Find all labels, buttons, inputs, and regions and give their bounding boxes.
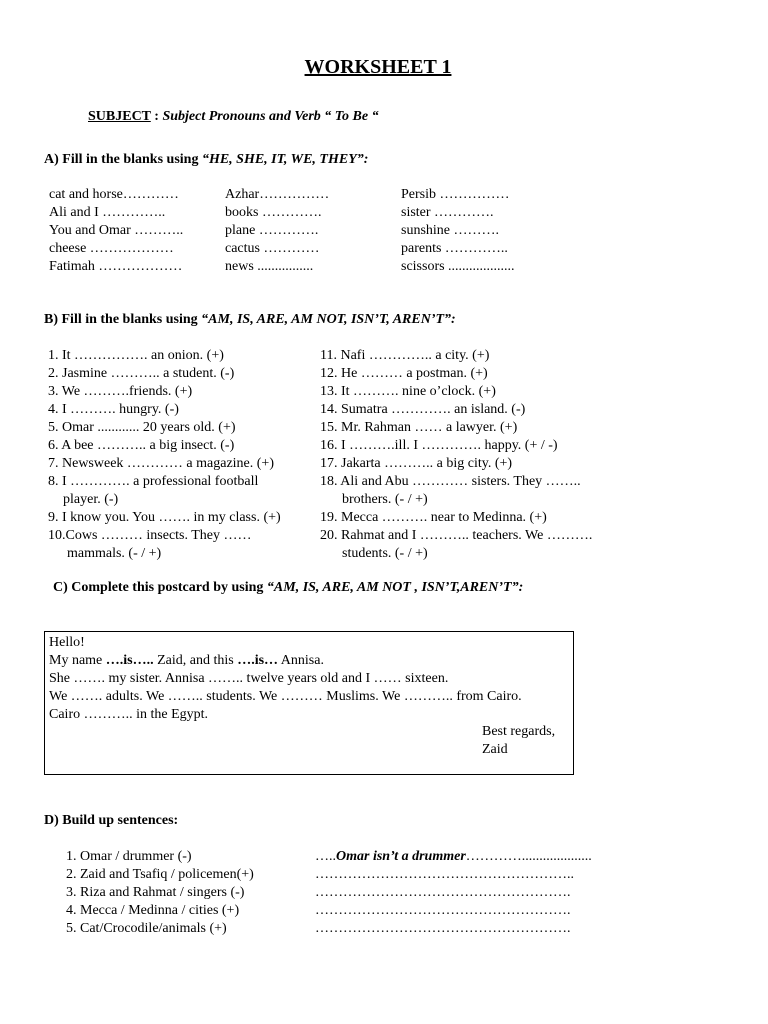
section-c-heading: C) Complete this postcard by using “AM, IS, ARE, AM NOT , ISN’T,AREN’T”: (53, 580, 524, 595)
postcard-line: She ……. my sister. Annisa …….. twelve years old and I …… sixteen. (49, 671, 449, 686)
exercise-item: 14. Sumatra …………. an island. (-) (320, 402, 526, 417)
exercise-item: 7. Newsweek ………… a magazine. (+) (48, 456, 274, 471)
sentence-prompt: 1. Omar / drummer (-) (66, 849, 192, 864)
section-a-item: Persib …………… (401, 187, 510, 202)
answer-blank: ………………………………………………. (315, 885, 571, 900)
subject-label: SUBJECT (88, 109, 151, 124)
postcard-filled-answer: ….is… (237, 653, 279, 668)
exercise-item: 17. Jakarta ……….. a big city. (+) (320, 456, 513, 471)
sentence-answer: …..Omar isn’t a drummer………….................... (315, 849, 592, 864)
exercise-item: 5. Omar ............ 20 years old. (+) (48, 420, 236, 435)
postcard-filled-answer: ….is….. (105, 653, 154, 668)
sentence-prompt: 3. Riza and Rahmat / singers (-) (66, 885, 245, 900)
section-b-heading: B) Fill in the blanks using “AM, IS, ARE, AM NOT, ISN’T, AREN’T”: (44, 312, 456, 327)
exercise-item: 9. I know you. You ……. in my class. (+) (48, 510, 281, 525)
exercise-item: 4. I ………. hungry. (-) (48, 402, 179, 417)
postcard-closing: Best regards, (482, 724, 556, 739)
section-a-item: Ali and I ………….. (49, 205, 166, 220)
section-a-item: cactus ………… (225, 241, 320, 256)
section-b-right-list (320, 347, 592, 563)
exercise-item: 13. It ………. nine o’clock. (+) (320, 384, 496, 399)
section-a-item: Fatimah ……………… (49, 259, 183, 274)
exercise-item: 10.Cows ……… insects. They …… (48, 528, 252, 543)
exercise-item: 11. Nafi ………….. a city. (+) (320, 348, 490, 363)
section-a-item: You and Omar ……….. (49, 223, 184, 238)
exercise-item-continuation: brothers. (- / +) (342, 492, 428, 507)
postcard-line: Cairo ……….. in the Egypt. (49, 707, 209, 722)
section-a-quote: “HE, SHE, IT, WE, THEY”: (201, 152, 369, 167)
section-a-item: news ................ (225, 259, 314, 274)
answer-blank: ………………………………………………. (315, 921, 571, 936)
exercise-item-continuation: mammals. (- / +) (67, 546, 162, 561)
exercise-item: 16. I ……….ill. I …………. happy. (+ / -) (320, 438, 558, 453)
section-a-item: plane …………. (225, 223, 319, 238)
exercise-item: 12. He ……… a postman. (+) (320, 366, 488, 381)
section-a-column-2 (225, 186, 329, 276)
exercise-item: 8. I …………. a professional football (48, 474, 259, 489)
section-b-quote: “AM, IS, ARE, AM NOT, ISN’T, AREN’T”: (201, 312, 456, 327)
example-answer: Omar isn’t a drummer (336, 849, 466, 864)
sentence-prompt: 5. Cat/Crocodile/animals (+) (66, 921, 227, 936)
exercise-item: 15. Mr. Rahman …… a lawyer. (+) (320, 420, 518, 435)
postcard-box (44, 631, 574, 775)
exercise-item: 19. Mecca ………. near to Medinna. (+) (320, 510, 547, 525)
postcard-greeting: Hello! (49, 635, 85, 650)
exercise-item: 1. It ……………. an onion. (+) (48, 348, 224, 363)
exercise-item: 18. Ali and Abu ………… sisters. They …….. (320, 474, 581, 489)
exercise-item: 2. Jasmine ……….. a student. (-) (48, 366, 235, 381)
subject-line (88, 109, 379, 125)
section-a-heading: A) Fill in the blanks using “HE, SHE, IT, WE, THEY”: (44, 152, 369, 167)
section-a-item: sister …………. (401, 205, 494, 220)
section-a-item: Azhar…………… (225, 187, 330, 202)
section-a-column-1 (49, 186, 183, 276)
exercise-item-continuation: player. (-) (63, 492, 119, 507)
section-a-column-3 (401, 186, 515, 276)
worksheet-title: WORKSHEET 1 (304, 56, 452, 78)
section-b-left-list (48, 347, 281, 563)
exercise-item: 6. A bee ……….. a big insect. (-) (48, 438, 235, 453)
section-a-item: parents ………….. (401, 241, 508, 256)
section-c-quote: “AM, IS, ARE, AM NOT , ISN’T,AREN’T”: (266, 580, 524, 595)
exercise-item: 20. Rahmat and I ……….. teachers. We ………. (320, 528, 593, 543)
postcard-signature: Zaid (482, 742, 508, 757)
section-a-item: cheese ……………… (49, 241, 174, 256)
subject-text: Subject Pronouns and Verb “ To Be “ (162, 109, 379, 124)
section-a-item: scissors ................... (401, 259, 515, 274)
answer-blank: ………………………………………………. (315, 903, 571, 918)
sentence-prompt: 2. Zaid and Tsafiq / policemen(+) (66, 867, 254, 882)
exercise-item: 3. We ……….friends. (+) (48, 384, 193, 399)
postcard-line: My name ….is….. Zaid, and this ….is… Annisa. (49, 653, 324, 668)
section-a-item: cat and horse………… (49, 187, 179, 202)
section-d-heading: D) Build up sentences: (44, 813, 179, 828)
section-a-item: books …………. (225, 205, 322, 220)
answer-blank: ……………………………………………….. (315, 867, 574, 882)
section-a-item: sunshine ………. (401, 223, 499, 238)
postcard-line: We ……. adults. We …….. students. We ……… Muslims. We ……….. from Cairo. (49, 689, 522, 704)
subject-colon: : (150, 109, 163, 124)
exercise-item-continuation: students. (- / +) (342, 546, 428, 561)
sentence-prompt: 4. Mecca / Medinna / cities (+) (66, 903, 240, 918)
